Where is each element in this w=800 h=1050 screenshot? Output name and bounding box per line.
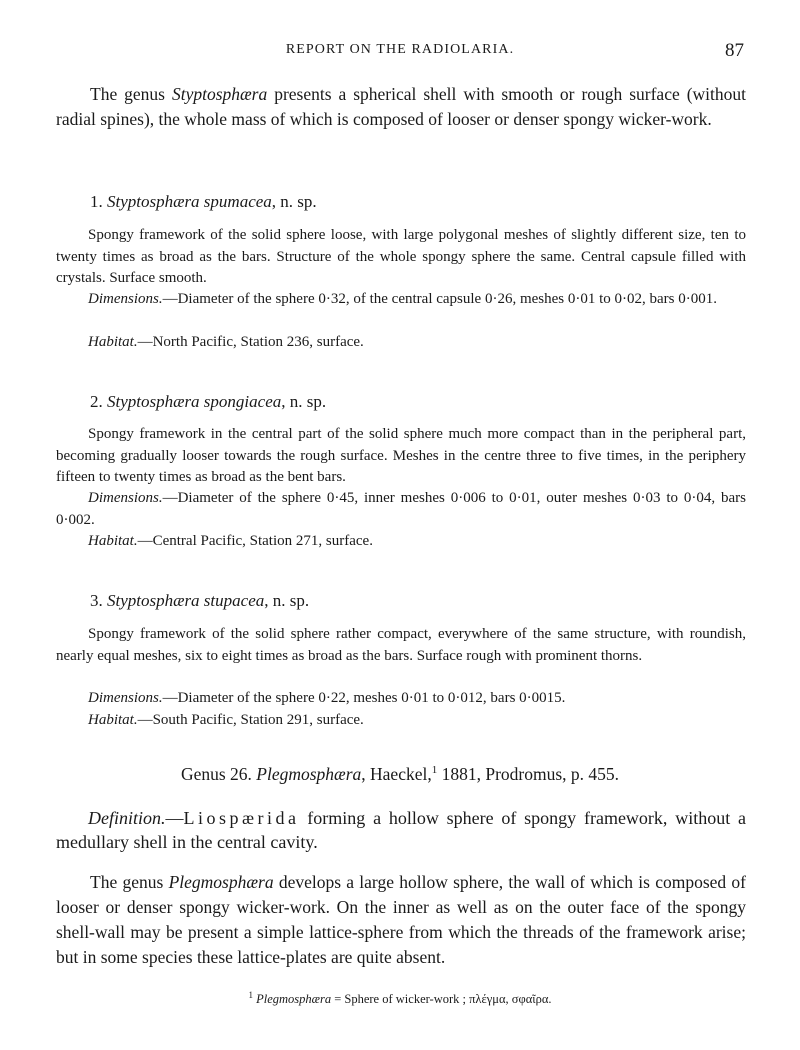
species-1-habitat: Habitat.—North Pacific, Station 236, surface. [88, 334, 364, 350]
page-number: 87 [725, 40, 744, 61]
species-3-habitat: Habitat.—South Pacific, Station 291, surface. [88, 712, 364, 728]
genus-definition: Definition.—Liospærida forming a hollow sphere of spongy framework, without a medullary shell in the central cavity. [56, 808, 746, 852]
species-1-heading: 1. Styptosphæra spumacea, n. sp. [90, 192, 317, 211]
species-1-description: Spongy framework of the solid sphere loose, with large polygonal meshes of slightly different size, ten to twenty times as broad as the bars. Structure of the whole spongy sphere the same. Central capsule filled with crystals. Surface smooth. [56, 227, 746, 286]
species-2-dimensions: Dimensions.—Diameter of the sphere 0·45, inner meshes 0·006 to 0·01, outer meshes 0·03 to 0·04, bars 0·002. [56, 490, 746, 528]
species-3-description: Spongy framework of the solid sphere rather compact, everywhere of the same structure, with roundish, nearly equal meshes, six to eight times as broad as the bars. Surface rough with prominent thorns. [56, 626, 746, 664]
intro-paragraph: The genus Styptosphæra presents a spherical shell with smooth or rough surface (without radial spines), the whole mass of which is composed of looser or denser spongy wicker-work. [56, 84, 746, 129]
species-2-habitat: Habitat.—Central Pacific, Station 271, surface. [88, 533, 373, 549]
footnote: $^1$ Plegmosphæra = Sphere of wicker-work ; πλέγμα, σφαῖρα. [248, 990, 552, 1007]
genus-description: The genus Plegmosphæra develops a large hollow sphere, the wall of which is composed of looser or denser spongy wicker-work. On the inner as well as on the outer face of the spongy shell-wall may be present a simple lattice-sphere from which the threads of the framework arise; but in some species these lattice-plates are quite absent. [56, 872, 746, 967]
genus-heading: Genus 26. Plegmosphæra, Haeckel,$^1$ 1881, Prodromus, p. 455. [180, 764, 620, 784]
species-3-dimensions: Dimensions.—Diameter of the sphere 0·22, meshes 0·01 to 0·012, bars 0·0015. [88, 690, 566, 706]
species-2-description: Spongy framework in the central part of the solid sphere much more compact than in the peripheral part, becoming gradually looser towards the rough surface. Meshes in the centre three to five times, in the periphery fifteen to twenty times as broad as the bent bars. [56, 426, 746, 485]
species-3-heading: 3. Styptosphæra stupacea, n. sp. [90, 591, 310, 610]
species-1-dimensions: Dimensions.—Diameter of the sphere 0·32, of the central capsule 0·26, meshes 0·01 to 0·02, bars 0·001. [88, 291, 718, 307]
page-header [0, 40, 800, 66]
species-2-heading: 2. Styptosphæra spongiacea, n. sp. [90, 392, 327, 411]
running-title: REPORT ON THE RADIOLARIA. [285, 42, 515, 57]
